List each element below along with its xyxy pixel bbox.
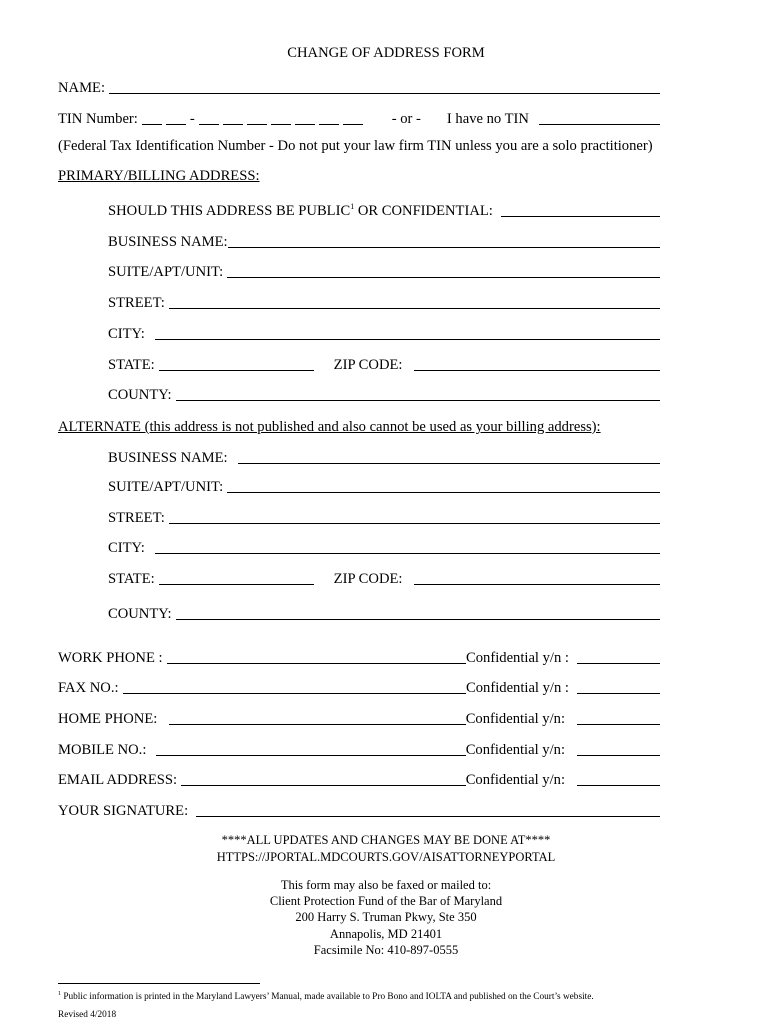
alternate-city-field[interactable]: [155, 553, 660, 554]
alternate-business-name-field[interactable]: [238, 463, 660, 464]
public-label: SHOULD THIS ADDRESS BE PUBLIC$^1$ OR CONFIDENTIAL:: [108, 202, 493, 219]
mail-org: Client Protection Fund of the Bar of Maryland: [269, 894, 503, 908]
fax-label: FAX NO.:: [58, 680, 119, 696]
alternate-heading-row: [58, 418, 660, 436]
tin-digit-field[interactable]: [199, 124, 219, 125]
tin-digit-field[interactable]: [343, 124, 363, 125]
alternate-suite-field[interactable]: [227, 492, 660, 493]
suite-label: SUITE/APT/UNIT:: [108, 479, 224, 495]
no-tin-label: I have no TIN: [446, 111, 529, 127]
updates-link[interactable]: HTTPS://JPORTAL.MDCOURTS.GOV/AISATTORNEYPORTAL: [216, 850, 556, 864]
tin-digit-field[interactable]: [295, 124, 315, 125]
alternate-street-field[interactable]: [169, 523, 660, 524]
tin-digit-field[interactable]: [319, 124, 339, 125]
work-phone-confidential-label: Confidential y/n :: [466, 650, 569, 666]
primary-street-field[interactable]: [169, 308, 660, 309]
alternate-suite-row: [108, 478, 660, 496]
tin-digit-field[interactable]: [166, 124, 186, 125]
tin-label: TIN Number:: [58, 111, 138, 127]
mail-fax: Facsimile No: 410-897-0555: [313, 943, 459, 957]
tin-digit-field[interactable]: [223, 124, 243, 125]
city-label: CITY:: [108, 326, 145, 342]
mail-street: 200 Harry S. Truman Pkwy, Ste 350: [295, 910, 477, 924]
alternate-street-row: [108, 509, 660, 527]
state-label: STATE:: [108, 357, 155, 373]
alternate-county-field[interactable]: [176, 619, 660, 620]
tin-row: [58, 110, 660, 128]
tin-digit-field[interactable]: [142, 124, 162, 125]
primary-city-row: [108, 325, 660, 343]
tin-note-text: (Federal Tax Identification Number - Do not put your law firm TIN unless you are a solo practitioner): [58, 138, 653, 154]
zip-label: ZIP CODE:: [333, 571, 403, 587]
tin-or: - or -: [391, 111, 421, 127]
footnote-divider: [58, 983, 260, 984]
alternate-state-field[interactable]: [159, 584, 314, 585]
business-name-label: BUSINESS NAME:: [108, 450, 228, 466]
updates-line-1: ****ALL UPDATES AND CHANGES MAY BE DONE AT****: [221, 833, 551, 847]
public-row: [108, 202, 660, 220]
county-label: COUNTY:: [108, 606, 172, 622]
city-label: CITY:: [108, 540, 145, 556]
primary-county-row: [108, 386, 660, 404]
name-row: [58, 79, 660, 97]
mail-intro: This form may also be faxed or mailed to:: [280, 878, 492, 892]
primary-state-zip-row: [108, 356, 660, 374]
revised-date: Revised 4/2018: [58, 1010, 117, 1020]
street-label: STREET:: [108, 295, 165, 311]
contact-row: [58, 741, 660, 759]
email-label: EMAIL ADDRESS:: [58, 772, 178, 788]
signature-field[interactable]: [196, 816, 660, 817]
zip-label: ZIP CODE:: [333, 357, 403, 373]
work-phone-confidential-field[interactable]: [577, 663, 660, 664]
primary-state-field[interactable]: [159, 370, 314, 371]
signature-label: YOUR SIGNATURE:: [58, 803, 189, 819]
work-phone-label: WORK PHONE :: [58, 650, 163, 666]
primary-suite-field[interactable]: [227, 277, 660, 278]
alternate-city-row: [108, 539, 660, 557]
tin-note: [58, 137, 660, 155]
street-label: STREET:: [108, 510, 165, 526]
alternate-zip-field[interactable]: [414, 584, 660, 585]
primary-zip-field[interactable]: [414, 370, 660, 371]
state-label: STATE:: [108, 571, 155, 587]
contact-row: [58, 771, 660, 789]
footnote: $^1$ Public information is printed in the Maryland Lawyers’ Manual, made available to Pro Bono and IOLTA and published on the Court’s website.: [58, 991, 594, 1002]
email-confidential-field[interactable]: [577, 785, 660, 786]
tin-dash: -: [189, 111, 195, 127]
contact-row: [58, 679, 660, 697]
mobile-field[interactable]: [156, 755, 465, 756]
fax-field[interactable]: [123, 693, 466, 694]
home-phone-label: HOME PHONE:: [58, 711, 158, 727]
home-phone-confidential-label: Confidential y/n:: [465, 711, 565, 727]
tin-digit-field[interactable]: [247, 124, 267, 125]
form-title: CHANGE OF ADDRESS FORM: [287, 45, 485, 61]
primary-county-field[interactable]: [176, 400, 660, 401]
primary-heading-row: [58, 167, 660, 185]
name-field[interactable]: [109, 93, 660, 94]
primary-business-name-field[interactable]: [228, 247, 660, 248]
alternate-business-row: [108, 449, 660, 467]
work-phone-field[interactable]: [167, 663, 466, 664]
primary-city-field[interactable]: [155, 339, 660, 340]
suite-label: SUITE/APT/UNIT:: [108, 264, 224, 280]
primary-street-row: [108, 294, 660, 312]
name-label: NAME:: [58, 80, 106, 96]
fax-confidential-field[interactable]: [577, 693, 660, 694]
public-confidential-field[interactable]: [501, 216, 660, 217]
alternate-county-row: [108, 605, 660, 623]
mobile-confidential-label: Confidential y/n:: [465, 742, 565, 758]
mail-city: Annapolis, MD 21401: [329, 927, 443, 941]
mobile-label: MOBILE NO.:: [58, 742, 147, 758]
home-phone-field[interactable]: [169, 724, 465, 725]
email-field[interactable]: [181, 785, 466, 786]
primary-heading: PRIMARY/BILLING ADDRESS:: [58, 168, 260, 184]
mobile-confidential-field[interactable]: [577, 755, 660, 756]
fax-confidential-label: Confidential y/n :: [466, 680, 569, 696]
alternate-heading: ALTERNATE (this address is not published and also cannot be used as your billing address):: [58, 419, 601, 435]
county-label: COUNTY:: [108, 387, 172, 403]
tin-digit-field[interactable]: [271, 124, 291, 125]
email-confidential-label: Confidential y/n:: [465, 772, 565, 788]
business-name-label: BUSINESS NAME:: [108, 234, 228, 250]
alternate-state-zip-row: [108, 570, 660, 588]
contact-row: [58, 710, 660, 728]
primary-business-row: [108, 233, 660, 251]
signature-row: [58, 802, 660, 820]
home-phone-confidential-field[interactable]: [577, 724, 660, 725]
primary-suite-row: [108, 263, 660, 281]
no-tin-field[interactable]: [539, 124, 660, 125]
contact-row: [58, 649, 660, 667]
